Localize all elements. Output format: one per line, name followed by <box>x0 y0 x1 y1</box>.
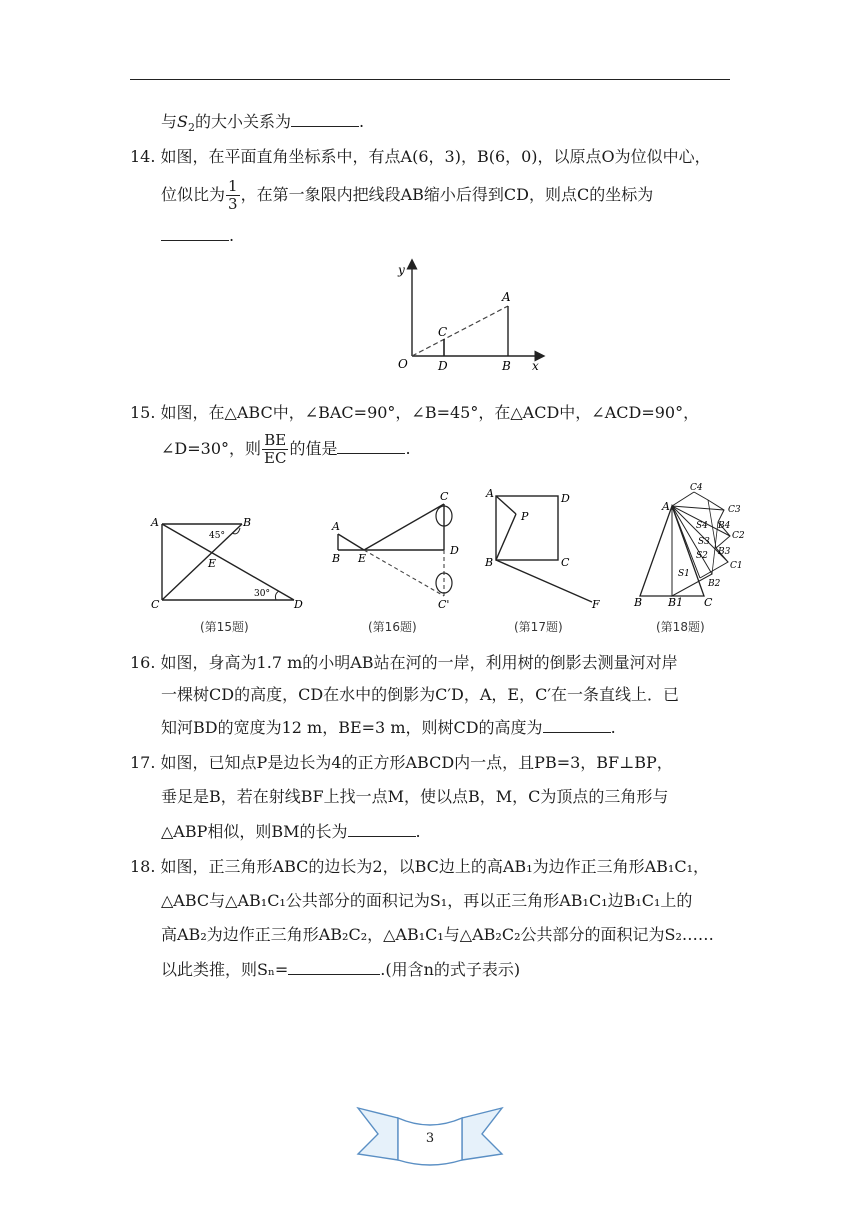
q18-text-4a: 以此类推，则Sₙ= <box>161 960 289 979</box>
q13-tail: 与$S_2$的大小关系为 . <box>161 112 365 135</box>
q16-number: 16. <box>130 653 156 672</box>
label-c2: C2 <box>732 531 745 541</box>
label-b: B <box>485 556 494 569</box>
label-b4: B4 <box>718 521 731 531</box>
q14-line3: . <box>161 224 234 247</box>
q14-fraction <box>226 178 240 213</box>
q13-text-2: 的大小关系为 <box>194 112 291 131</box>
page-number: 3 <box>425 1131 435 1146</box>
q16-line3 <box>161 716 616 739</box>
label-a: A <box>151 516 159 529</box>
q17-line1 <box>130 752 673 774</box>
figure-18 <box>628 478 756 612</box>
label-c3: C3 <box>728 505 741 515</box>
label-s3: S3 <box>698 537 710 547</box>
q14-text-2b: ，在第一象限内把线段AB缩小后得到CD，则点C的坐标为 <box>240 185 654 204</box>
caption-18: (第18题) <box>656 620 705 634</box>
q16-text-2: 一棵树CD的高度，CD在水中的倒影为C′D，A，E，C′在一条直线上．已 <box>161 685 679 704</box>
label-b2: B2 <box>708 579 721 589</box>
label-c: C <box>704 596 713 609</box>
q18-text-4b: .(用含n的式子表示) <box>380 960 521 979</box>
q18-text-2: △ABC与△AB₁C₁公共部分的面积记为S₁，再以正三角形AB₁C₁边B₁C₁上的 <box>161 891 693 910</box>
q14-figure <box>394 258 546 376</box>
q15-text-1: 如图，在△ABC中，∠BAC=90°，∠B=45°，在△ACD中，∠ACD=90°， <box>160 403 700 422</box>
label-y: y <box>398 263 405 277</box>
angle-45: 45° <box>209 531 225 541</box>
frac-num: BE <box>264 431 287 449</box>
q18-line4 <box>161 958 520 981</box>
label-c: C <box>438 325 448 339</box>
figure-15 <box>148 512 310 612</box>
q17-number: 17. <box>130 753 156 772</box>
frac-den: EC <box>264 449 287 467</box>
caption-17: (第17题) <box>514 620 563 634</box>
label-e: E <box>208 557 217 570</box>
q17-end: . <box>415 822 421 841</box>
label-s2: S2 <box>696 551 708 561</box>
q15-text-2b: 的值是 <box>289 439 338 458</box>
label-f: F <box>592 598 600 611</box>
label-d: D <box>438 359 448 373</box>
answer-blank[interactable] <box>543 716 611 733</box>
label-s4: S4 <box>696 521 708 531</box>
label-d: D <box>450 544 459 557</box>
q18-text-1: 如图，正三角形ABC的边长为2，以BC边上的高AB₁为边作正三角形AB₁C₁， <box>160 857 709 876</box>
label-s1: S1 <box>678 569 690 579</box>
answer-blank[interactable] <box>348 820 416 837</box>
q14-line2 <box>161 178 653 213</box>
s-subscript: 2 <box>187 121 195 135</box>
q14-number: 14. <box>130 147 156 166</box>
angle-30: 30° <box>254 589 270 599</box>
label-p: P <box>521 510 529 523</box>
label-e: E <box>358 552 367 565</box>
label-a: A <box>662 500 670 513</box>
q15-fraction <box>262 432 288 467</box>
caption-15: (第15题) <box>200 620 249 634</box>
label-c1: C1 <box>730 561 743 571</box>
label-b1: B1 <box>668 596 684 609</box>
q18-text-3: 高AB₂为边作正三角形AB₂C₂，△AB₁C₁与△AB₂C₂公共部分的面积记为S₂…… <box>161 925 714 944</box>
label-c: C <box>440 490 449 503</box>
label-c4: C4 <box>690 483 703 493</box>
q17-line3 <box>161 820 421 843</box>
q17-text-2: 垂足是B，若在射线BF上找一点M，使以点B，M，C为顶点的三角形与 <box>161 787 669 806</box>
q16-text-3: 知河BD的宽度为12 m，BE=3 m，则树CD的高度为 <box>161 718 543 737</box>
frac-den: 3 <box>228 195 238 213</box>
label-d: D <box>294 598 303 611</box>
q18-number: 18. <box>130 857 156 876</box>
header-rule <box>130 79 730 80</box>
label-x: x <box>532 359 539 373</box>
q16-end: . <box>610 718 616 737</box>
q14-text-2a: 位似比为 <box>161 185 226 204</box>
q15-number: 15. <box>130 403 156 422</box>
label-c: C <box>561 556 570 569</box>
label-o: O <box>398 357 408 371</box>
label-b: B <box>243 516 252 529</box>
figure-16 <box>326 490 468 612</box>
s-symbol: S <box>177 112 188 131</box>
q15-line2: ∠D=30°，则 $\frac{BE}{EC}$ 的值是 . <box>161 431 411 467</box>
q14-line1 <box>130 146 711 168</box>
q13-text: 与 <box>161 112 178 131</box>
q14-text-1: 如图，在平面直角坐标系中，有点A(6，3)，B(6，0)，以原点O为位似中心， <box>160 147 711 166</box>
caption-16: (第16题) <box>368 620 417 634</box>
label-b: B <box>502 359 511 373</box>
label-a: A <box>502 290 511 304</box>
answer-blank[interactable] <box>291 110 359 127</box>
q15-line1 <box>130 402 699 424</box>
dashed-oa <box>412 306 508 356</box>
q17-text-1: 如图，已知点P是边长为4的正方形ABCD内一点，且PB=3，BF⊥BP， <box>160 753 673 772</box>
label-a: A <box>486 487 494 500</box>
label-c: C <box>151 598 160 611</box>
label-c-prime: C' <box>438 598 450 611</box>
frac-num: 1 <box>228 177 238 195</box>
label-b: B <box>634 596 643 609</box>
label-b3: B3 <box>718 547 731 557</box>
q15-text-2a: ∠D=30°，则 <box>161 439 262 458</box>
figure-17 <box>480 484 608 612</box>
q18-line1 <box>130 856 709 878</box>
label-a: A <box>332 520 340 533</box>
answer-blank[interactable] <box>288 958 380 975</box>
answer-blank[interactable] <box>337 437 405 454</box>
q16-line1 <box>130 652 678 674</box>
answer-blank[interactable] <box>161 224 229 241</box>
q17-text-3: △ABP相似，则BM的长为 <box>161 822 348 841</box>
label-b: B <box>332 552 341 565</box>
q16-text-1: 如图，身高为1.7 m的小明AB站在河的一岸，利用树的倒影去测量河对岸 <box>160 653 678 672</box>
label-d: D <box>561 492 570 505</box>
